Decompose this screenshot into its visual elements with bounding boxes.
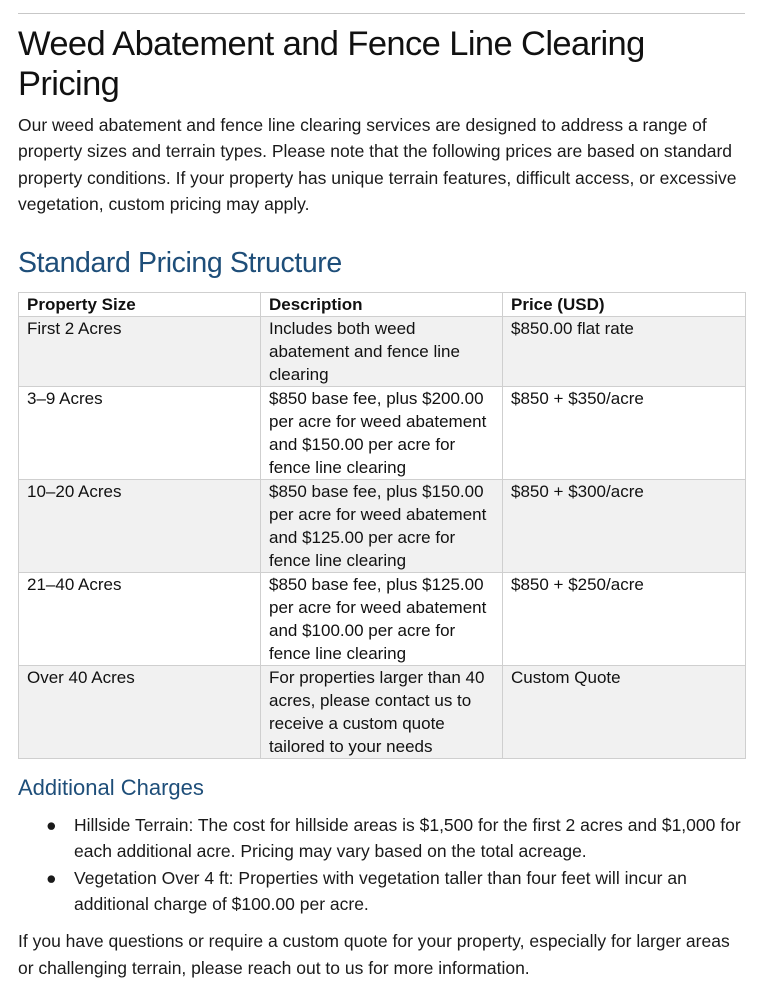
cell-description: $850 base fee, plus $125.00 per acre for weed abatement and $100.00 per acre for fence line clearing xyxy=(261,573,503,666)
cell-property-size: 21–40 Acres xyxy=(19,573,261,666)
table-header-row xyxy=(19,293,746,317)
list-item-text: Hillside Terrain: The cost for hillside areas is $1,500 for the first 2 acres and $1,000 for each additional acre. Pricing may vary based on the total acreage. xyxy=(74,815,741,862)
column-header-description: Description xyxy=(261,293,503,317)
pricing-table xyxy=(18,292,746,759)
bullet-icon: ● xyxy=(46,815,57,836)
cell-description: $850 base fee, plus $200.00 per acre for weed abatement and $150.00 per acre for fence line clearing xyxy=(261,387,503,480)
cell-price: $850.00 flat rate xyxy=(503,317,746,387)
column-header-price: Price (USD) xyxy=(503,293,746,317)
additional-charges-list xyxy=(18,812,745,917)
bullet-icon: ● xyxy=(46,867,57,888)
additional-charges-heading: Additional Charges xyxy=(18,775,204,801)
cell-price: $850 + $300/acre xyxy=(503,480,746,573)
cell-price: Custom Quote xyxy=(503,666,746,759)
list-item-text: Vegetation Over 4 ft: Properties with vegetation taller than four feet will incur an additional charge of $100.00 per acre. xyxy=(74,867,687,915)
cell-property-size: 3–9 Acres xyxy=(19,387,261,480)
document-page xyxy=(18,0,745,981)
column-header-size: Property Size xyxy=(19,293,261,317)
table-row xyxy=(19,573,746,666)
closing-paragraph: If you have questions or require a custom quote for your property, especially for larger areas or challenging terrain, please reach out to us for more information. xyxy=(18,931,730,978)
cell-property-size: 10–20 Acres xyxy=(19,480,261,573)
table-row xyxy=(19,666,746,759)
top-divider xyxy=(18,13,745,14)
pricing-heading: Standard Pricing Structure xyxy=(18,247,342,280)
list-item xyxy=(18,812,745,865)
page-title: Weed Abatement and Fence Line Clearing Pricing xyxy=(18,25,645,103)
table-row xyxy=(19,387,746,480)
cell-price: $850 + $250/acre xyxy=(503,573,746,666)
cell-description: Includes both weed abatement and fence line clearing xyxy=(261,317,503,387)
cell-description: $850 base fee, plus $150.00 per acre for weed abatement and $125.00 per acre for fence line clearing xyxy=(261,480,503,573)
list-item xyxy=(18,865,745,918)
cell-property-size: First 2 Acres xyxy=(19,317,261,387)
cell-description: For properties larger than 40 acres, please contact us to receive a custom quote tailored to your needs xyxy=(261,666,503,759)
table-row xyxy=(19,317,746,387)
cell-property-size: Over 40 Acres xyxy=(19,666,261,759)
table-row xyxy=(19,480,746,573)
cell-price: $850 + $350/acre xyxy=(503,387,746,480)
intro-paragraph: Our weed abatement and fence line clearing services are designed to address a range of property sizes and terrain types. Please note that the following prices are based on standard property conditions. If your property has unique terrain features, difficult access, or excessive vegetation, custom pricing may apply. xyxy=(18,115,737,214)
